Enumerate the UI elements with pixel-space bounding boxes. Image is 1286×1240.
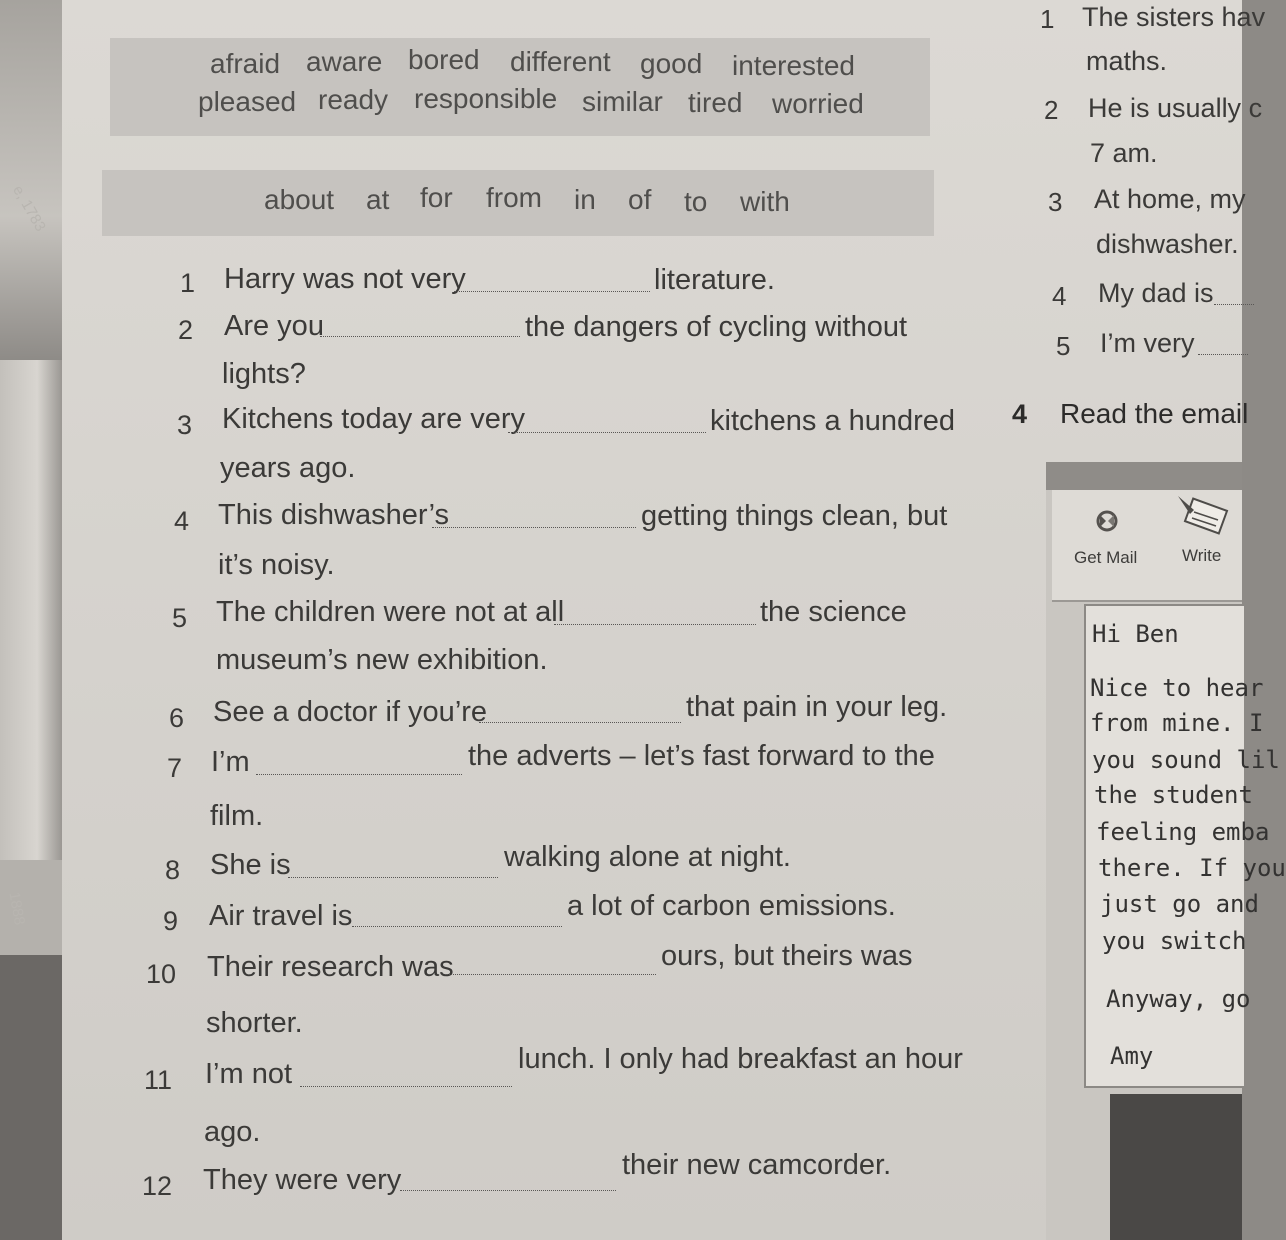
right-item-text: At home, my bbox=[1094, 184, 1246, 214]
exercise-4-number: 4 bbox=[1012, 399, 1028, 429]
item-text-before: Kitchens today are very bbox=[222, 403, 526, 435]
prep-with: with bbox=[740, 186, 790, 217]
item-continuation: museum’s new exhibition. bbox=[216, 644, 548, 676]
email-signature: Amy bbox=[1110, 1042, 1154, 1070]
item-number: 3 bbox=[177, 410, 193, 440]
item-continuation: lights? bbox=[222, 358, 306, 390]
answer-blank[interactable] bbox=[320, 336, 520, 337]
item-number: 2 bbox=[178, 315, 194, 345]
answer-blank[interactable] bbox=[288, 877, 498, 878]
item-number: 5 bbox=[172, 603, 188, 633]
edge-text-1783: e, 1783 bbox=[9, 182, 49, 235]
answer-blank[interactable] bbox=[454, 291, 650, 292]
item-text-after: getting things clean, but bbox=[641, 500, 948, 532]
word-pleased: pleased bbox=[198, 86, 297, 117]
right-item-number: 5 bbox=[1056, 331, 1071, 361]
item-number: 1 bbox=[180, 268, 196, 298]
right-item-continuation: maths. bbox=[1086, 46, 1168, 76]
right-item-number: 3 bbox=[1048, 187, 1063, 217]
prep-at: at bbox=[366, 184, 390, 215]
prep-from: from bbox=[486, 182, 542, 213]
exercise-4-instruction: Read the email bbox=[1060, 398, 1249, 429]
item-text-before: She is bbox=[210, 849, 291, 881]
previous-page-edge bbox=[0, 0, 62, 1240]
write-icon[interactable] bbox=[1174, 494, 1230, 538]
right-item-number: 4 bbox=[1052, 281, 1067, 311]
word-tired: tired bbox=[688, 87, 743, 118]
answer-blank[interactable] bbox=[446, 974, 656, 975]
right-item-continuation: dishwasher. bbox=[1096, 229, 1239, 259]
item-text-before: Harry was not very bbox=[224, 263, 466, 295]
item-text-before: Their research was bbox=[207, 951, 454, 983]
item-text-after: a lot of carbon emissions. bbox=[567, 890, 896, 922]
answer-blank[interactable] bbox=[400, 1190, 616, 1191]
write-button[interactable]: Write bbox=[1182, 546, 1222, 565]
item-continuation: ago. bbox=[204, 1116, 261, 1148]
item-text-before: The children were not at all bbox=[216, 596, 565, 628]
email-toolbar bbox=[1052, 490, 1242, 602]
item-text-after: their new camcorder. bbox=[622, 1149, 892, 1181]
email-window bbox=[1046, 462, 1286, 1240]
right-item-text: He is usually c bbox=[1088, 93, 1263, 123]
answer-blank[interactable] bbox=[508, 432, 706, 433]
item-text-after: kitchens a hundred bbox=[710, 405, 956, 437]
right-item-text: My dad is bbox=[1098, 278, 1214, 308]
get-mail-icon[interactable] bbox=[1092, 506, 1122, 536]
prep-in: in bbox=[574, 184, 596, 215]
word-aware: aware bbox=[306, 46, 383, 77]
answer-blank[interactable] bbox=[256, 774, 462, 775]
email-line: Anyway, go bbox=[1106, 985, 1251, 1013]
get-mail-button[interactable]: Get Mail bbox=[1074, 548, 1138, 567]
item-text-after: the science bbox=[760, 596, 907, 628]
email-line: there. If you bbox=[1098, 854, 1286, 882]
adjective-word-box bbox=[110, 38, 930, 136]
email-line: from mine. I bbox=[1090, 709, 1264, 737]
preposition-word-box bbox=[102, 170, 934, 236]
right-column bbox=[1012, 0, 1266, 460]
item-text-after: the adverts – let’s fast forward to the bbox=[468, 740, 935, 772]
email-message-body bbox=[1084, 604, 1286, 1088]
email-line: Nice to hear bbox=[1090, 674, 1264, 702]
right-item-number: 2 bbox=[1044, 95, 1059, 125]
item-text-after: the dangers of cycling without bbox=[525, 311, 908, 343]
item-number: 8 bbox=[165, 855, 181, 885]
word-worried: worried bbox=[772, 88, 864, 119]
item-number: 6 bbox=[169, 703, 185, 733]
item-text-after: lunch. I only had breakfast an hour bbox=[518, 1043, 963, 1075]
word-bored: bored bbox=[408, 44, 480, 75]
item-text-after: that pain in your leg. bbox=[686, 691, 948, 723]
item-continuation: shorter. bbox=[206, 1007, 303, 1039]
item-continuation: years ago. bbox=[220, 452, 356, 484]
word-ready: ready bbox=[318, 84, 389, 115]
answer-blank[interactable] bbox=[432, 527, 636, 528]
item-text-after: literature. bbox=[654, 264, 775, 296]
email-line: the student bbox=[1094, 781, 1253, 809]
prep-to: to bbox=[684, 186, 708, 217]
item-text-before: Are you bbox=[224, 310, 324, 342]
item-text-before: Air travel is bbox=[209, 900, 353, 932]
email-line: just go and bbox=[1100, 890, 1259, 918]
answer-blank[interactable] bbox=[554, 624, 756, 625]
right-item-text: I’m very bbox=[1100, 328, 1195, 358]
right-item-continuation: 7 am. bbox=[1090, 138, 1158, 168]
word-interested: interested bbox=[732, 50, 855, 81]
item-text-before: I’m not bbox=[205, 1058, 293, 1090]
item-text-after: ours, but theirs was bbox=[661, 940, 913, 972]
email-greeting: Hi Ben bbox=[1092, 620, 1179, 648]
item-text-after: walking alone at night. bbox=[504, 841, 791, 873]
item-continuation: it’s noisy. bbox=[218, 549, 335, 581]
item-text-before: This dishwasher’s bbox=[218, 499, 450, 531]
right-item-number: 1 bbox=[1040, 4, 1055, 34]
answer-blank[interactable] bbox=[1198, 354, 1248, 355]
item-continuation: film. bbox=[210, 800, 264, 832]
email-window-lower-area bbox=[1110, 1094, 1242, 1240]
answer-blank[interactable] bbox=[479, 722, 681, 723]
answer-blank[interactable] bbox=[352, 926, 562, 927]
right-item-text: The sisters hav bbox=[1082, 2, 1266, 32]
email-line: feeling emba bbox=[1096, 818, 1270, 846]
edge-text-1888: 1888 bbox=[5, 890, 28, 927]
word-similar: similar bbox=[582, 86, 663, 117]
prep-of: of bbox=[628, 184, 652, 215]
email-titlebar bbox=[1046, 462, 1242, 490]
word-responsible: responsible bbox=[414, 83, 558, 114]
word-afraid: afraid bbox=[210, 48, 281, 79]
prep-for: for bbox=[420, 182, 453, 213]
word-different: different bbox=[510, 46, 611, 77]
item-number: 12 bbox=[142, 1171, 173, 1201]
item-number: 7 bbox=[167, 753, 183, 783]
item-number: 4 bbox=[174, 506, 190, 536]
item-number: 11 bbox=[144, 1065, 173, 1095]
email-line: you switch bbox=[1102, 927, 1247, 955]
word-good: good bbox=[640, 48, 703, 79]
email-line: you sound lil bbox=[1092, 746, 1280, 774]
item-text-before: I’m bbox=[211, 746, 250, 778]
answer-blank[interactable] bbox=[300, 1086, 512, 1087]
item-text-before: See a doctor if you’re bbox=[213, 696, 488, 728]
item-number: 9 bbox=[163, 906, 179, 936]
prep-about: about bbox=[264, 184, 335, 215]
answer-blank[interactable] bbox=[1214, 304, 1254, 305]
item-text-before: They were very bbox=[203, 1164, 402, 1196]
item-number: 10 bbox=[146, 959, 177, 989]
